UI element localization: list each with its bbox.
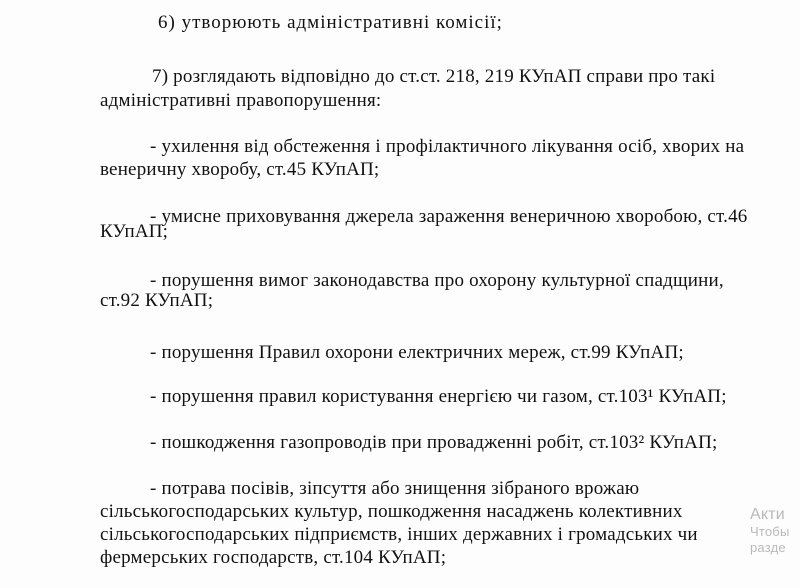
offense-item-45-line-1: - ухилення від обстеження і профілактичного лікування осіб, хворих на [150, 136, 745, 157]
offense-item-104-line-3: сільськогосподарських підприємств, інших державних і громадських чи [100, 524, 698, 545]
list-item-6: 6) утворюють адміністративні комісії; [158, 12, 503, 33]
offense-item-103-2: - пошкодження газопроводів при провадженні робіт, ст.103² КУпАП; [150, 432, 718, 453]
offense-item-45-line-2: венеричну хворобу, ст.45 КУпАП; [100, 159, 380, 180]
watermark-line-2: Чтобы [750, 524, 790, 540]
watermark-line-3: разде [750, 539, 786, 555]
activation-watermark [750, 505, 800, 555]
offense-item-104-line-2: сільськогосподарських культур, пошкодження насаджень колективних [100, 501, 683, 522]
offense-item-92-line-1: - порушення вимог законодавства про охорону культурної спадщини, [150, 270, 724, 291]
offense-item-99: - порушення Правил охорони електричних мереж, ст.99 КУпАП; [150, 342, 684, 363]
offense-item-103-1: - порушення правил користування енергією чи газом, ст.103¹ КУпАП; [150, 386, 727, 407]
list-item-7-line-2: адміністративні правопорушення: [100, 90, 382, 111]
offense-item-92-line-2: ст.92 КУпАП; [100, 290, 214, 311]
offense-item-46-line-2: КУпАП; [100, 221, 169, 242]
offense-item-46-line-1: - умисне приховування джерела зараження венеричною хворобою, ст.46 [150, 206, 748, 227]
watermark-line-1: Акти [750, 506, 785, 523]
offense-item-104-line-1: - потрава посівів, зіпсуття або знищення зібраного врожаю [150, 478, 640, 499]
list-item-7-line-1: 7) розглядають відповідно до ст.ст. 218, 219 КУпАП справи про такі [152, 66, 716, 87]
offense-item-104-line-4: фермерських господарств, ст.104 КУпАП; [100, 547, 447, 568]
